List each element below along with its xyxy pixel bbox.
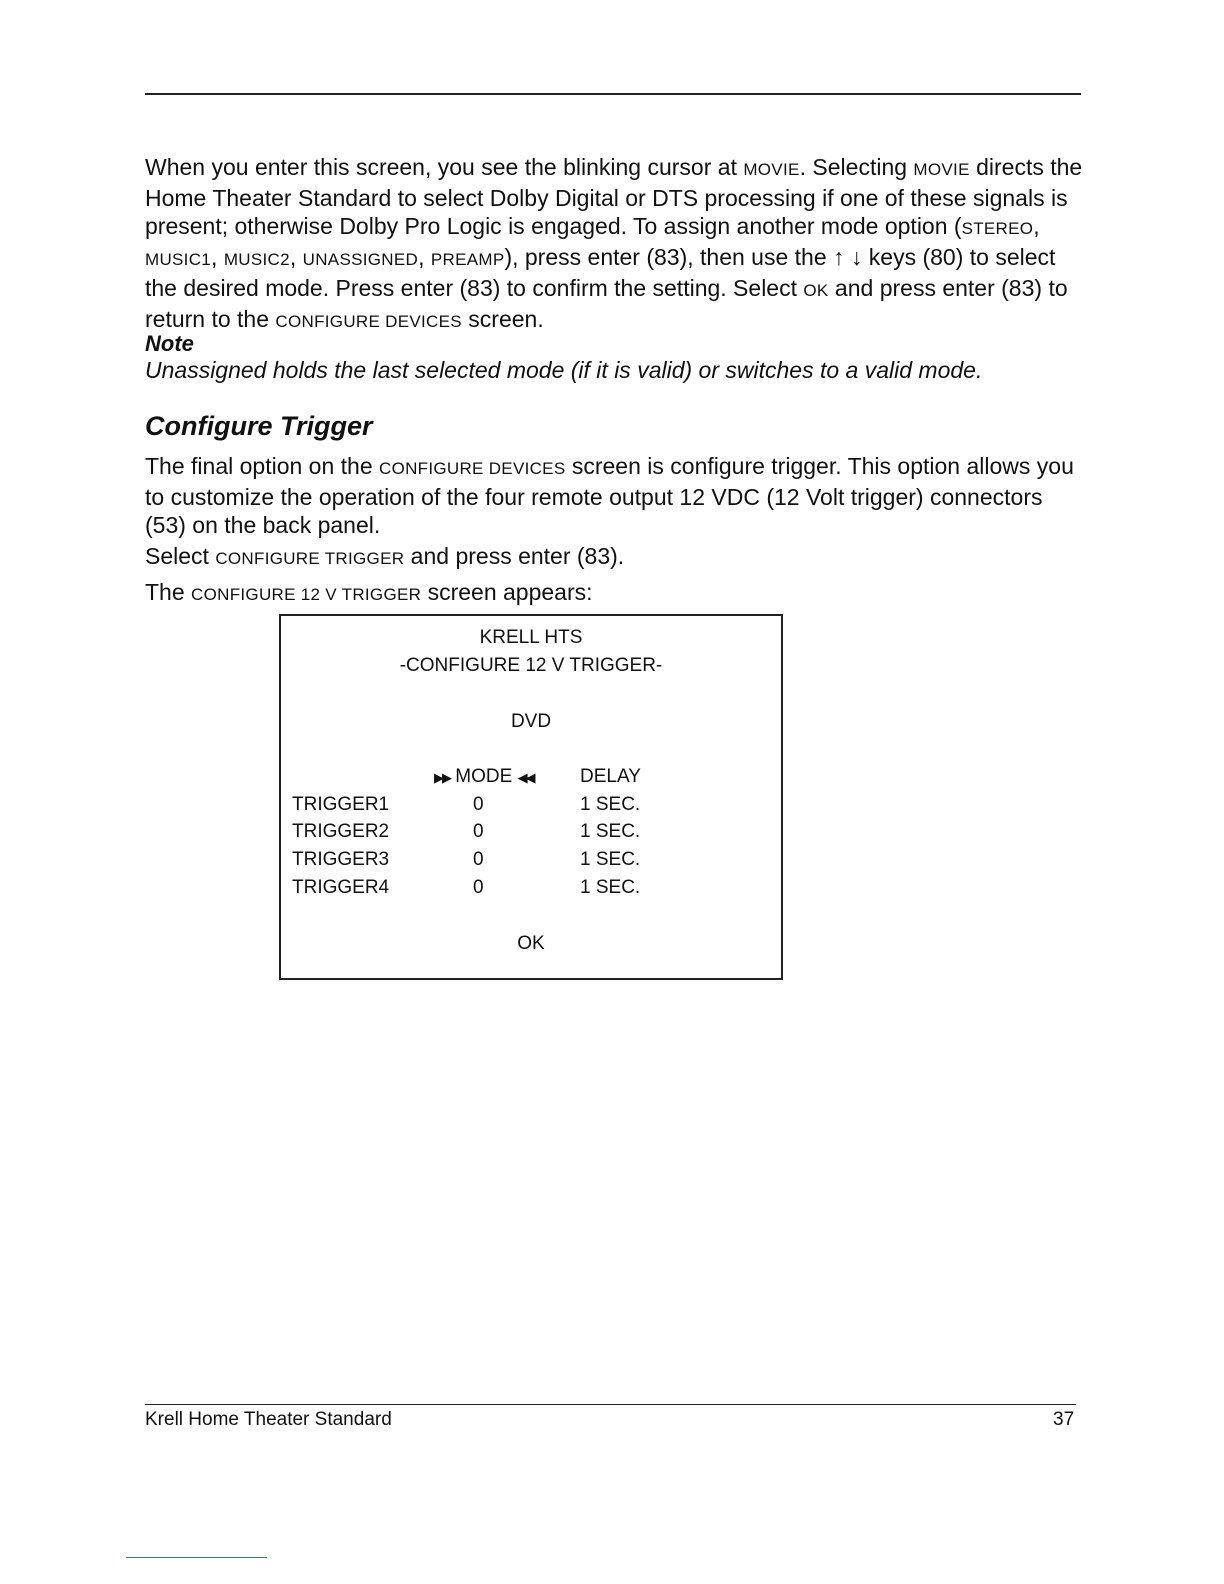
trigger-config-screen [279,614,783,980]
page-number: 37 [1053,1409,1075,1430]
trigger-mode[interactable]: 0 [473,849,484,870]
trigger-delay[interactable]: 1 SEC. [580,821,641,842]
trigger-name: TRIGGER2 [292,821,390,842]
mode-header[interactable]: ▶▶ MODE ◀◀ [434,766,534,787]
trigger-delay[interactable]: 1 SEC. [580,794,641,815]
trigger-name: TRIGGER4 [292,877,390,898]
configure-trigger-paragraph: The final option on the CONFIGURE DEVICES screen is configure trigger. This option allows you to customize the operation of the four remote output 12 VDC (12 Volt trigger) connectors (53) on the back panel. [145,453,1074,538]
screen-subtitle: -CONFIGURE 12 V TRIGGER- [399,655,663,676]
trigger-mode[interactable]: 0 [473,821,484,842]
trigger-name: TRIGGER1 [292,794,390,815]
cursor-right-icon: ▶▶ [434,770,450,785]
scan-artifact-line [126,1557,267,1558]
device-label: DVD [510,711,552,732]
up-arrow-icon: ↑ [833,244,845,270]
down-arrow-icon: ↓ [850,244,863,270]
ok-button[interactable]: OK [517,933,545,954]
intro-paragraph: When you enter this screen, you see the blinking cursor at MOVIE. Selecting MOVIE directs the Home Theater Standard to select Dolby Digital or DTS processing if one of these signals is present; otherwise Dolby Pro Logic is engaged. To assign another mode option (STEREO, MUSIC1, MUSIC2, UNASSIGNED, PREAMP), press enter (83), then use the ↑ ↓ keys (80) to select the desired mode. Press enter (83) to confirm the setting. Select OK and press enter (83) to return to the CONFIGURE DEVICES screen. [145,154,1083,332]
footer-title: Krell Home Theater Standard [145,1409,392,1430]
section-title: Configure Trigger [145,411,373,441]
screen-appears-text: The CONFIGURE 12 V TRIGGER screen appears: [145,579,593,605]
trigger-name: TRIGGER3 [292,849,390,870]
screen-title: KRELL HTS [479,627,583,648]
trigger-delay[interactable]: 1 SEC. [580,877,641,898]
header-rule [145,93,1081,95]
trigger-delay[interactable]: 1 SEC. [580,849,641,870]
trigger-mode[interactable]: 0 [473,877,484,898]
select-instruction: Select CONFIGURE TRIGGER and press enter (83). [145,543,625,569]
trigger-mode[interactable]: 0 [473,794,484,815]
cursor-left-icon: ◀◀ [517,770,534,785]
footer-rule [145,1404,1076,1405]
delay-header: DELAY [580,766,641,787]
note-text: Unassigned holds the last selected mode (if it is valid) or switches to a valid mode. [145,357,983,383]
note-heading: Note [145,331,194,356]
